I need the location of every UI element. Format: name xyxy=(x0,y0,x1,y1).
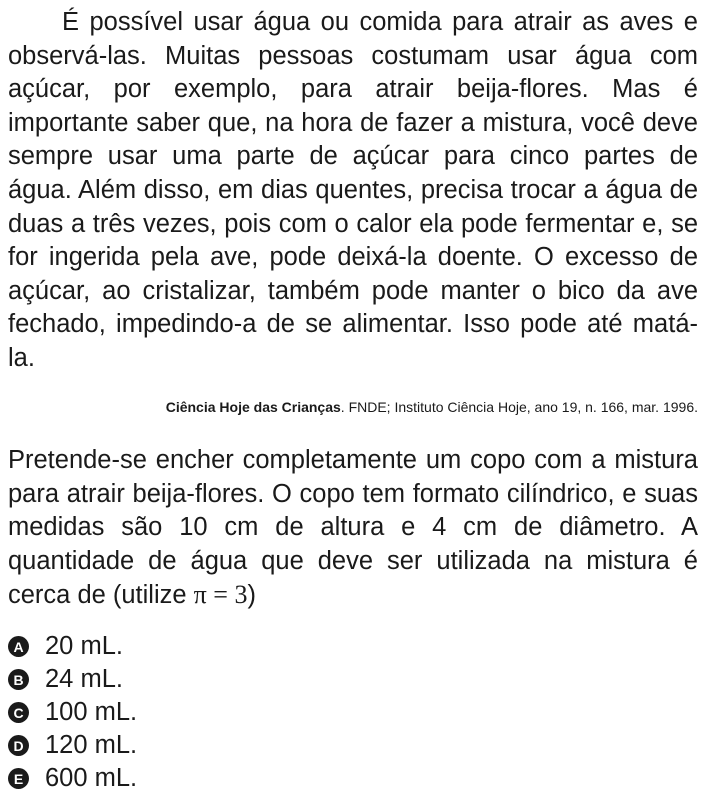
citation-source-title: Ciência Hoje das Crianças xyxy=(165,399,341,415)
option-a-text: 20 mL. xyxy=(45,632,123,660)
option-c-badge: C xyxy=(8,702,29,723)
pi-formula: π = 3 xyxy=(193,580,248,610)
question-statement xyxy=(8,444,698,613)
citation-details: . FNDE; Instituto Ciência Hoje, ano 19, n. 166, mar. 1996. xyxy=(340,399,698,415)
reading-passage: É possível usar água ou comida para atrair as aves e observá-las. Muitas pessoas costumam usar água com açúcar, por exemplo, para atrair beija-flores. Mas é importante saber que, na hora de fazer a mistura, você deve sempre usar uma parte de açúcar para cinco partes de água. Além disso, em dias quentes, precisa trocar a água de duas a três vezes, pois com o calor ela pode fermentar e, se for ingerida pela ave, pode deixá-la doente. O excesso de açúcar, ao cristalizar, também pode manter o bico da ave fechado, impedindo-a de se alimentar. Isso pode até matá-la. xyxy=(8,8,698,372)
option-d[interactable] xyxy=(8,729,308,762)
option-c[interactable] xyxy=(8,696,308,729)
option-e-text: 600 mL. xyxy=(45,764,138,792)
option-e-badge: E xyxy=(8,768,29,789)
option-d-text: 120 mL. xyxy=(45,731,138,759)
option-b[interactable] xyxy=(8,663,308,696)
question-text: Pretende-se encher completamente um copo com a mistura para atrair beija-flores. O copo tem formato cilíndrico, e suas medidas são 10 cm de altura e 4 cm de diâmetro. A quantidade de água que deve ser utilizada na mistura é cerca de (utilize xyxy=(8,446,698,610)
option-d-badge: D xyxy=(8,735,29,756)
question-closing: ) xyxy=(247,581,256,610)
source-citation xyxy=(166,398,698,416)
answer-options xyxy=(8,630,308,795)
option-b-text: 24 mL. xyxy=(45,665,123,693)
option-c-text: 100 mL. xyxy=(45,698,138,726)
option-b-badge: B xyxy=(8,669,29,690)
option-e[interactable] xyxy=(8,762,308,795)
option-a-badge: A xyxy=(8,636,29,657)
option-a[interactable] xyxy=(8,630,308,663)
